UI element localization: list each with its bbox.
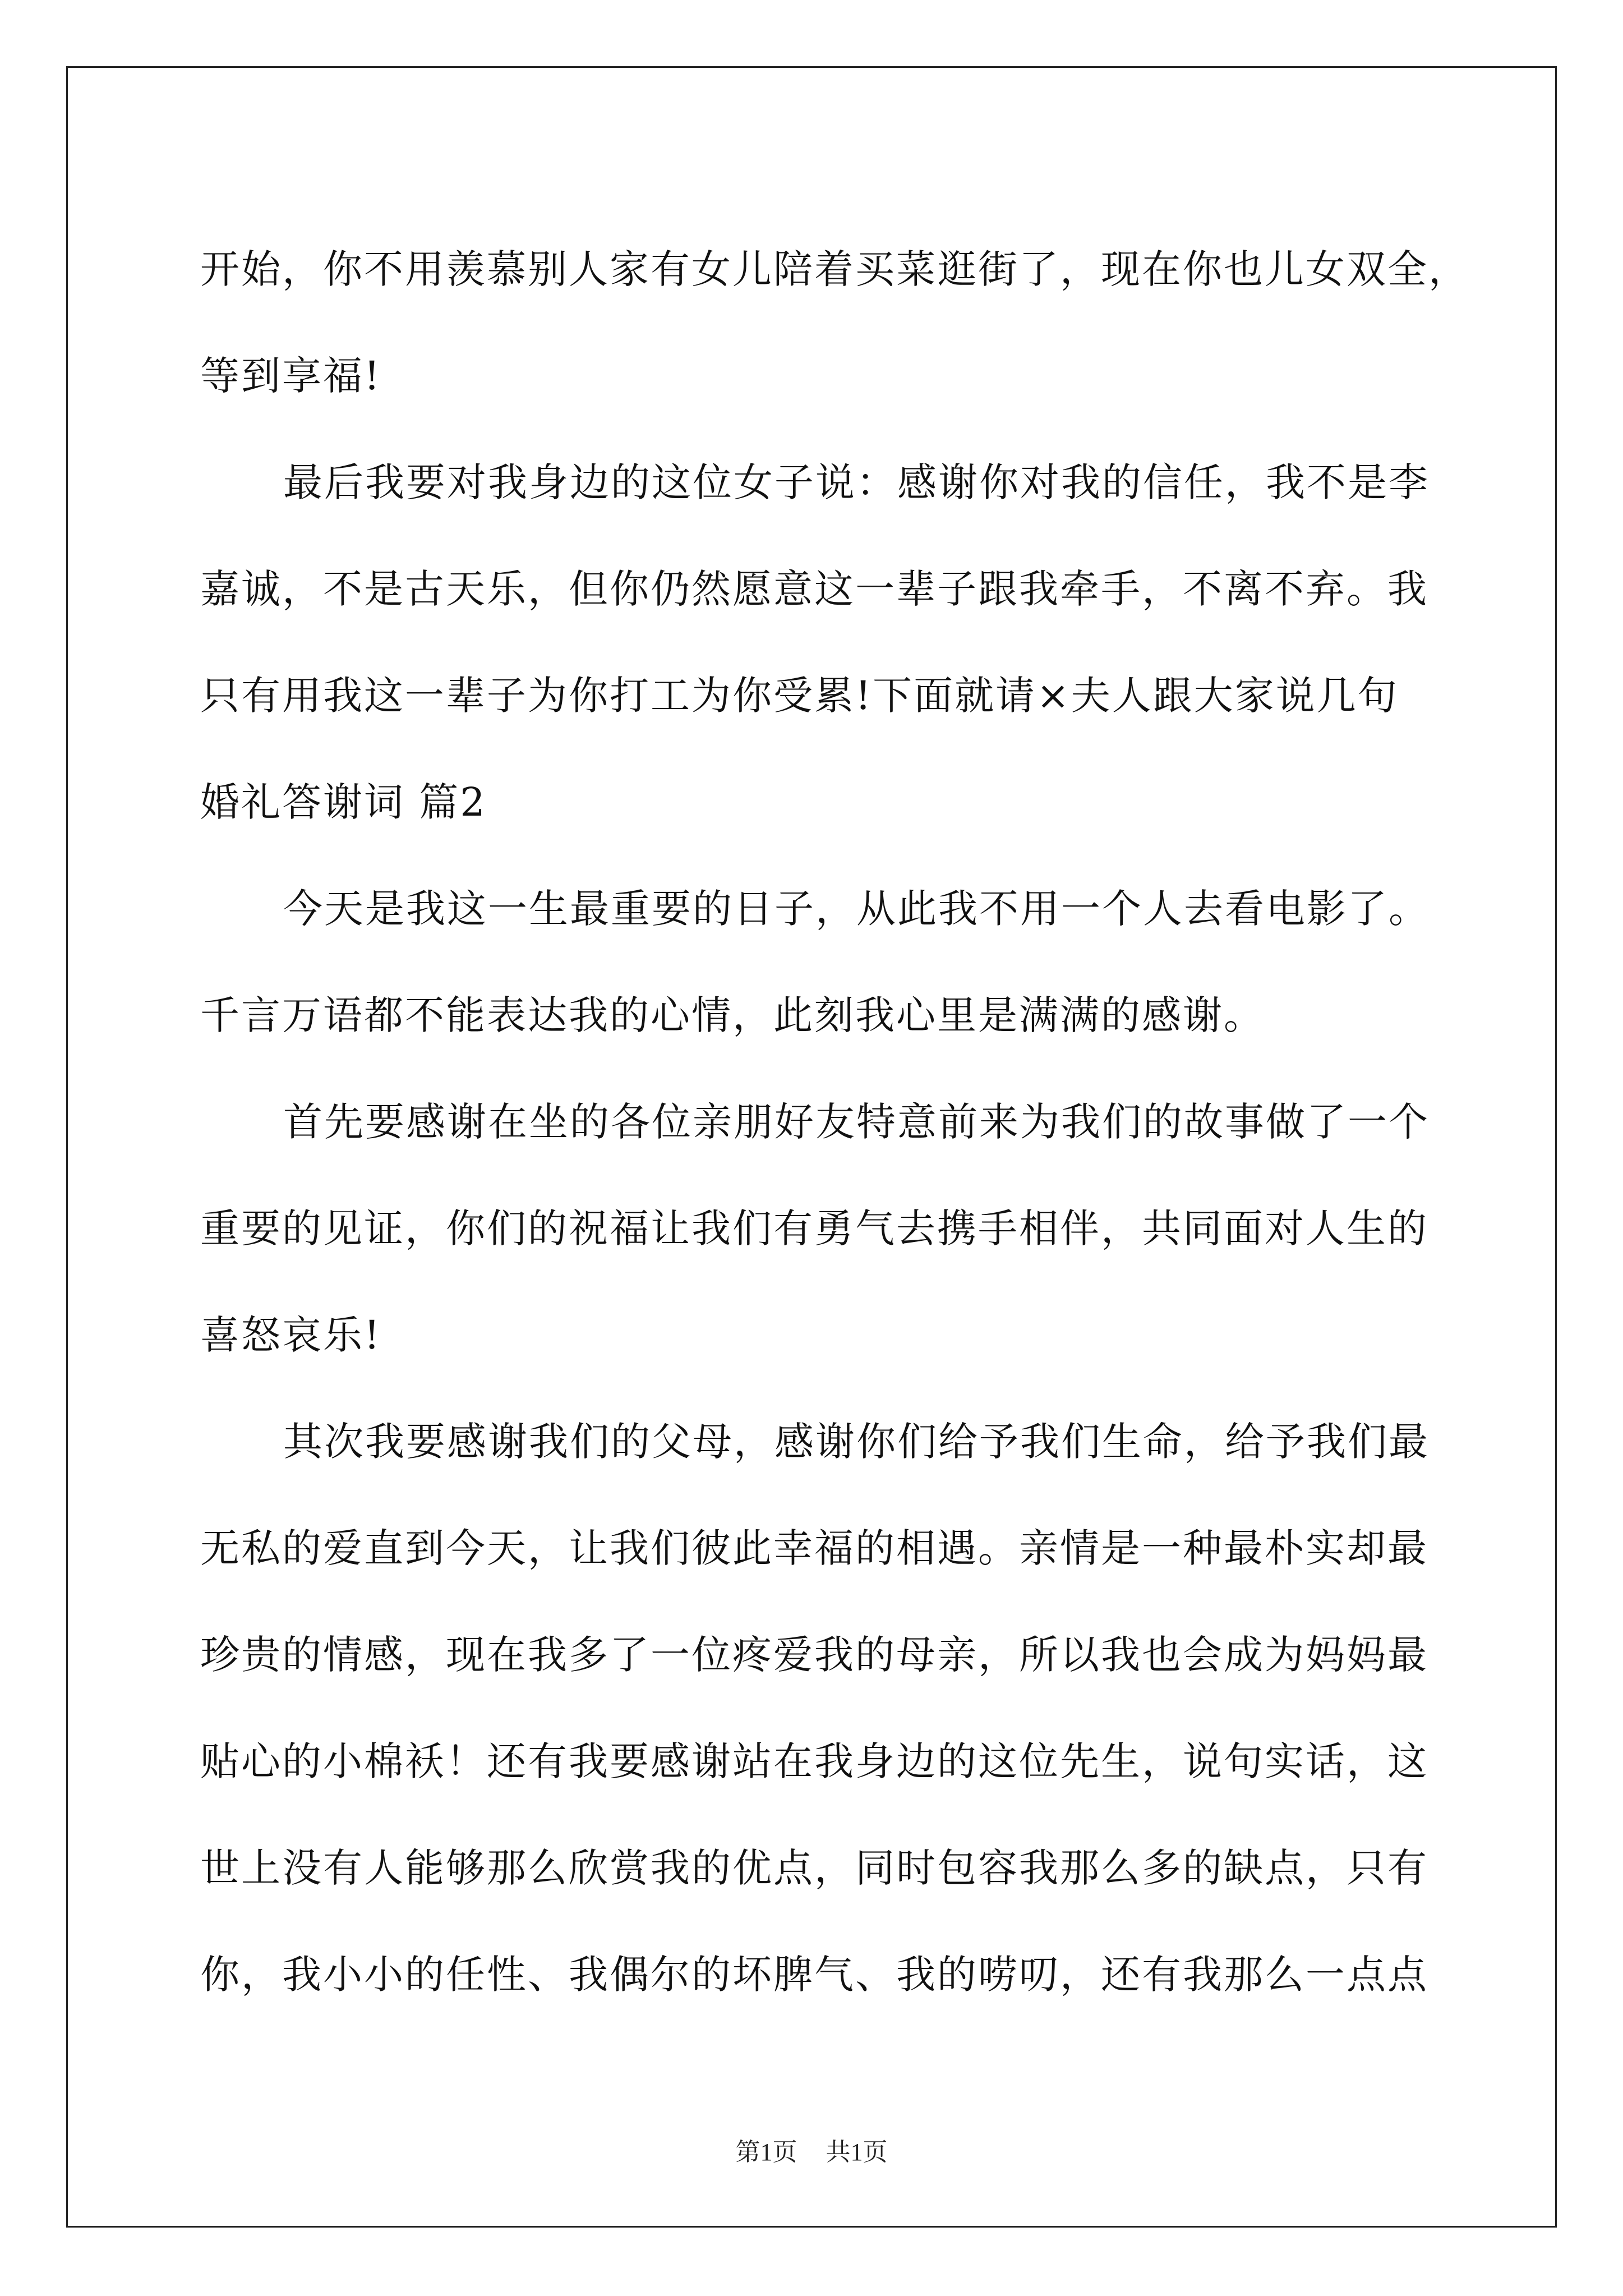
document-body: [200, 216, 1469, 2028]
text-line: 其次我要感谢我们的父母，感谢你们给予我们生命，给予我们最: [283, 1419, 1430, 1465]
text-line: 千言万语都不能表达我的心情，此刻我心里是满满的感谢。: [200, 992, 1265, 1038]
section-heading: 婚礼答谢词 篇2: [200, 779, 487, 825]
text-line: 珍贵的情感，现在我多了一位疼爱我的母亲，所以我也会成为妈妈最: [200, 1632, 1428, 1678]
text-line: 无私的爱直到今天，让我们彼此幸福的相遇。亲情是一种最朴实却最: [200, 1525, 1428, 1571]
text-line: 开始，你不用羡慕别人家有女儿陪着买菜逛街了，现在你也儿女双全，: [200, 246, 1469, 292]
text-line: 世上没有人能够那么欣赏我的优点，同时包容我那么多的缺点，只有: [200, 1845, 1428, 1891]
text-line: 你，我小小的任性、我偶尔的坏脾气、我的唠叨，还有我那么一点点: [200, 1952, 1428, 1998]
text-line: 喜怒哀乐!: [200, 1312, 382, 1358]
text-line: 只有用我这一辈子为你打工为你受累!下面就请×夫人跟大家说几句: [200, 673, 1399, 719]
page-footer: [0, 2132, 1623, 2168]
text-line: 今天是我这一生最重要的日子，从此我不用一个人去看电影了。: [283, 886, 1430, 932]
text-line: 嘉诚，不是古天乐，但你仍然愿意这一辈子跟我牵手，不离不弃。我: [200, 566, 1428, 612]
text-line: 等到享福!: [200, 353, 382, 399]
text-line: 最后我要对我身边的这位女子说：感谢你对我的信任，我不是李: [283, 459, 1430, 505]
text-line: 首先要感谢在坐的各位亲朋好友特意前来为我们的故事做了一个: [283, 1099, 1430, 1145]
text-line: 重要的见证，你们的祝福让我们有勇气去携手相伴，共同面对人生的: [200, 1205, 1428, 1251]
page-number: 第1页: [735, 2138, 797, 2166]
text-line: 贴心的小棉袄！还有我要感谢站在我身边的这位先生，说句实话，这: [200, 1738, 1428, 1784]
page-total: 共1页: [826, 2138, 888, 2166]
